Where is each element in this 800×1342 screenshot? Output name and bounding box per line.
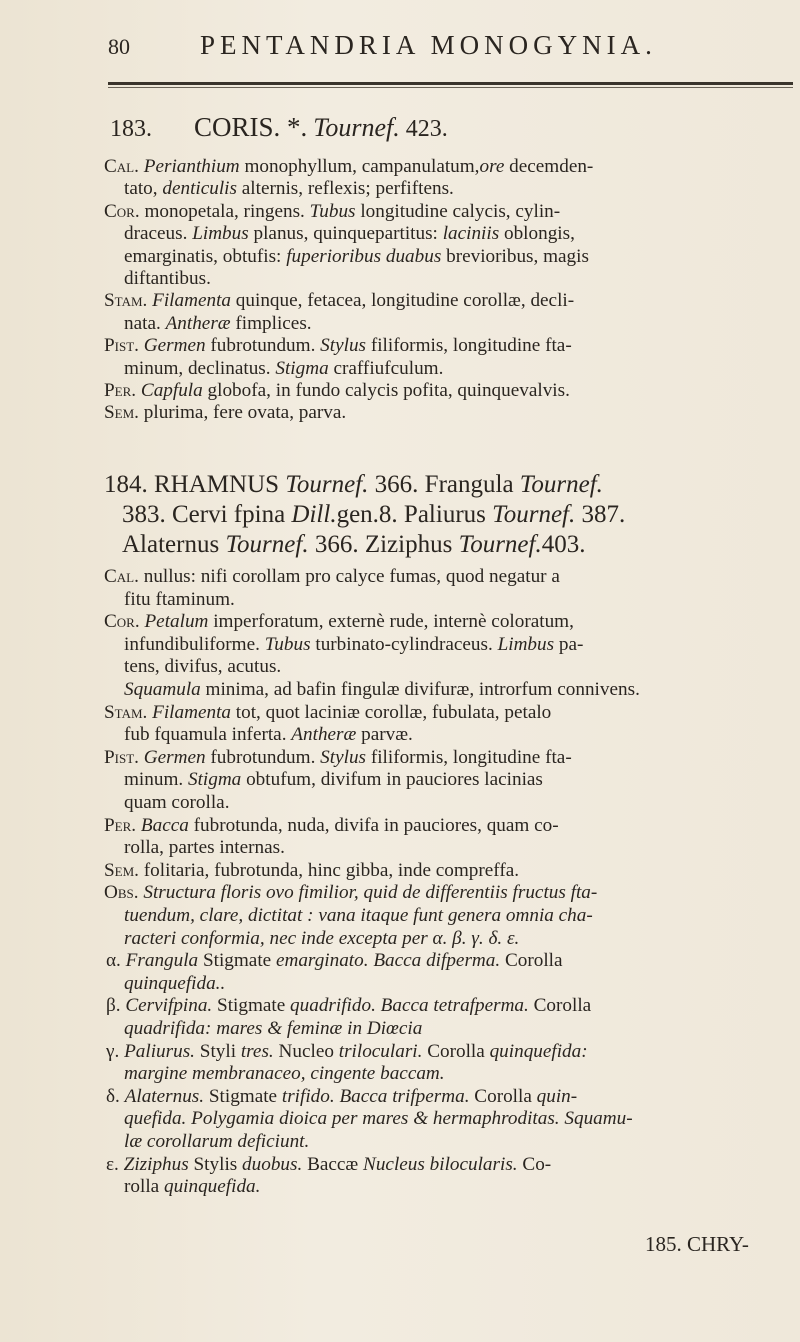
- text-run: Stam.: [104, 290, 148, 312]
- text-run: emarginato.: [275, 950, 369, 972]
- text-line: [124, 837, 285, 859]
- text-run: laciniis: [442, 223, 500, 245]
- text-line: [104, 380, 570, 402]
- heading-run: Tournef.: [285, 471, 369, 498]
- text-run: Cor.: [104, 200, 140, 222]
- text-run: nullus: nifi corollam pro calyce fumas, quod negatur a: [138, 566, 560, 587]
- text-run: Sem.: [104, 859, 139, 881]
- text-run: Tubus: [309, 200, 356, 222]
- text-run: Bacca: [334, 1085, 393, 1107]
- text-line: [124, 905, 593, 927]
- text-run: emarginatis, obtufis:: [124, 245, 287, 267]
- text-run: tuendum, clare, dictitat : vana itaque funt genera omnia cha-: [124, 905, 593, 926]
- running-title: PENTANDRIA MONOGYNIA.: [200, 30, 657, 60]
- text-run: minima, ad bafin fingulæ divifuræ, introrfum connivens.: [200, 679, 640, 700]
- text-run: craffiufculum.: [328, 357, 444, 379]
- heading-run: Tournef.: [458, 531, 542, 558]
- text-run: Corolla: [469, 1085, 537, 1107]
- text-run: Stigmate: [204, 1085, 282, 1107]
- text-run: difperma.: [426, 950, 501, 972]
- text-run: Bacca: [368, 950, 427, 972]
- heading-run: 184. RHAMNUS: [104, 471, 286, 498]
- text-run: Limbus: [192, 223, 249, 245]
- text-run: Germen: [138, 335, 206, 357]
- text-line: [124, 1018, 422, 1040]
- text-run: tot, quot laciniæ corollæ, fubulata, petalo: [231, 701, 552, 723]
- text-run: plurima, fere ovata, parva.: [138, 402, 347, 424]
- text-run: Styli: [194, 1040, 241, 1062]
- text-run: ε.: [106, 1153, 119, 1175]
- text-line: [104, 201, 560, 223]
- text-run: alternis, reflexis; perfiftens.: [236, 178, 454, 200]
- text-run: minum.: [124, 769, 188, 791]
- text-run: δ.: [106, 1085, 120, 1107]
- text-run: Per.: [104, 814, 137, 836]
- text-run: trifperma.: [392, 1085, 470, 1107]
- text-run: Baccæ: [302, 1153, 364, 1175]
- text-run: Cor.: [104, 611, 140, 633]
- catchword: 185. CHRY-: [645, 1232, 749, 1256]
- text-run: Co-: [517, 1153, 552, 1175]
- text-run: quefida. Polygamia dioica per mares & hermaphroditas. Squamu-: [124, 1108, 633, 1130]
- heading-run: Tournef.: [519, 471, 603, 498]
- text-run: fuperioribus duabus: [286, 245, 442, 267]
- text-run: γ.: [106, 1040, 120, 1062]
- text-run: Perianthium: [138, 156, 240, 177]
- text-run: Capfula: [136, 380, 203, 401]
- text-run: Paliurus.: [119, 1040, 195, 1062]
- text-run: fitu ftaminum.: [124, 588, 235, 610]
- heading-run: 403.: [541, 531, 586, 558]
- text-run: oblongis,: [499, 223, 575, 245]
- heading-line: [122, 500, 625, 530]
- text-run: turbinato-cylindraceus.: [310, 633, 498, 655]
- text-run: tetrafperma.: [433, 995, 529, 1017]
- text-line: [124, 634, 583, 656]
- text-run: læ corollarum deficiunt.: [124, 1131, 310, 1152]
- text-run: Corolla: [528, 995, 592, 1017]
- text-run: globofa, in fundo calycis pofita, quinquevalvis.: [202, 380, 570, 401]
- header-rule-thin: [108, 87, 793, 88]
- text-run: Bacca: [136, 814, 189, 836]
- text-line: [106, 950, 563, 972]
- text-line: [106, 1154, 551, 1176]
- text-run: ore: [479, 156, 505, 177]
- text-run: β.: [106, 995, 121, 1017]
- text-run: Bacca: [375, 995, 434, 1017]
- text-run: Filamenta: [147, 290, 231, 312]
- text-line: [124, 223, 575, 245]
- text-run: Stigmate: [198, 950, 276, 972]
- text-line: [124, 679, 640, 701]
- text-run: Alaternus.: [119, 1085, 205, 1107]
- text-run: rolla: [124, 1176, 164, 1198]
- text-line: [124, 589, 235, 611]
- text-run: fimplices.: [230, 312, 312, 334]
- text-line: [124, 358, 443, 380]
- text-line: [104, 156, 593, 178]
- text-run: Antheræ: [165, 312, 231, 334]
- text-run: Cal.: [104, 156, 139, 177]
- text-run: quinquefida:: [489, 1040, 588, 1062]
- text-run: α.: [106, 950, 121, 972]
- text-run: tens, divifus, acutus.: [124, 656, 282, 678]
- text-run: Frangula: [120, 950, 199, 972]
- heading-run: 383. Cervi fpina: [122, 501, 292, 528]
- text-run: Limbus: [497, 633, 555, 655]
- heading-run: 366. Frangula: [368, 471, 520, 498]
- text-run: draceus.: [124, 223, 193, 245]
- text-run: Stigma: [187, 769, 242, 791]
- text-run: Antheræ: [291, 724, 357, 746]
- text-run: fubrotunda, nuda, divifa in pauciores, quam co-: [188, 814, 559, 836]
- text-run: triloculari.: [338, 1040, 423, 1062]
- text-line: [124, 724, 413, 746]
- text-run: nata.: [124, 312, 166, 334]
- heading-run: 387.: [575, 501, 626, 528]
- text-run: filiformis, longitudine fta-: [366, 746, 572, 768]
- text-line: [104, 702, 551, 724]
- header-rule: [108, 82, 793, 85]
- text-run: Ziziphus: [118, 1153, 189, 1175]
- text-run: minum, declinatus.: [124, 357, 276, 379]
- text-run: Tubus: [264, 633, 311, 655]
- text-line: [104, 566, 560, 588]
- text-run: Corolla: [422, 1040, 490, 1062]
- text-line: [104, 882, 597, 904]
- text-run: Stam.: [104, 701, 148, 723]
- text-run: quam corolla.: [124, 792, 230, 813]
- text-line: [124, 1131, 309, 1153]
- text-run: tato,: [124, 178, 163, 200]
- text-run: Sem.: [104, 402, 139, 424]
- text-run: quinquefida.: [163, 1176, 261, 1198]
- page-number: 80: [108, 34, 130, 59]
- genus-name: CORIS. *.: [194, 112, 308, 142]
- text-run: Nucleo: [273, 1040, 339, 1062]
- text-run: Stylus: [320, 746, 367, 768]
- text-line: [104, 815, 559, 837]
- text-run: obtufum, divifum in pauciores lacinias: [241, 769, 543, 791]
- text-run: Stigmate: [212, 995, 291, 1017]
- text-line: [124, 246, 589, 268]
- heading-run: Dill.: [291, 501, 337, 528]
- text-run: brevioribus, magis: [441, 245, 589, 267]
- text-run: Germen: [138, 746, 206, 768]
- text-run: Filamenta: [147, 701, 231, 723]
- text-run: Pist.: [104, 335, 139, 357]
- heading-run: Tournef.: [225, 531, 309, 558]
- text-run: quinque, fetacea, longitudine corollæ, decli-: [231, 290, 575, 312]
- text-run: diftantibus.: [124, 268, 211, 289]
- text-line: [104, 402, 346, 424]
- text-run: racteri conformia, nec inde excepta per α. β. γ. δ. ε.: [124, 927, 520, 949]
- text-line: [124, 178, 454, 200]
- text-line: [106, 995, 591, 1017]
- text-line: [124, 1176, 260, 1198]
- text-run: imperforatum, externè rude, internè coloratum,: [208, 611, 574, 633]
- heading-run: Tournef.: [492, 501, 576, 528]
- text-run: parvæ.: [356, 724, 413, 746]
- heading-run: Alaternus: [122, 531, 226, 558]
- text-line: [124, 313, 312, 335]
- text-line: [104, 335, 572, 357]
- heading-run: 366. Ziziphus: [308, 531, 459, 558]
- text-line: [124, 656, 281, 678]
- text-run: quinquefida..: [124, 972, 226, 994]
- text-run: longitudine calycis, cylin-: [355, 200, 561, 222]
- text-run: Stylus: [320, 335, 367, 357]
- text-run: Nucleus bilocularis.: [363, 1153, 518, 1175]
- text-run: monophyllum, campanulatum,: [239, 156, 480, 177]
- text-run: planus, quinquepartitus:: [248, 223, 443, 245]
- text-line: [124, 1063, 445, 1085]
- text-line: [124, 1108, 633, 1130]
- page-header: [108, 30, 798, 70]
- text-run: Pist.: [104, 746, 139, 768]
- text-line: [106, 1086, 577, 1108]
- text-run: duobus.: [242, 1153, 303, 1175]
- heading-run: gen.8. Paliurus: [336, 501, 493, 528]
- text-run: rolla, partes internas.: [124, 837, 285, 859]
- genus-number: 183.: [110, 116, 152, 142]
- text-run: Obs.: [104, 882, 139, 904]
- text-run: fub fquamula inferta.: [124, 724, 292, 746]
- text-line: [104, 747, 572, 769]
- text-run: tres.: [240, 1040, 274, 1062]
- heading-line: [104, 470, 603, 500]
- text-run: Per.: [104, 380, 137, 401]
- text-run: decemden-: [504, 156, 594, 177]
- genus-183-heading: [110, 112, 448, 143]
- text-line: [124, 268, 211, 290]
- text-run: Cervifpina.: [120, 995, 213, 1017]
- text-run: Structura floris ovo fimilior, quid de differentiis fructus fta-: [138, 882, 598, 904]
- text-run: margine membranaceo, cingente baccam.: [124, 1063, 445, 1085]
- text-run: fubrotundum.: [205, 335, 321, 357]
- text-run: fubrotundum.: [205, 746, 321, 768]
- text-run: denticulis: [162, 178, 237, 200]
- text-line: [124, 928, 519, 950]
- text-line: [124, 769, 543, 791]
- text-line: [124, 973, 225, 995]
- text-run: Petalum: [139, 611, 209, 633]
- text-line: [104, 290, 574, 312]
- heading-line: [122, 530, 585, 560]
- text-run: infundibuliforme.: [124, 633, 265, 655]
- text-run: Squamula: [124, 679, 201, 700]
- text-line: [104, 611, 574, 633]
- text-run: quin-: [536, 1085, 578, 1107]
- text-run: trifido.: [281, 1085, 335, 1107]
- genus-ref: 423.: [405, 116, 448, 142]
- text-line: [124, 792, 230, 814]
- text-run: Corolla: [500, 950, 563, 972]
- text-run: Stylis: [188, 1153, 243, 1175]
- text-run: quadrifido.: [290, 995, 376, 1017]
- text-run: Stigma: [275, 357, 329, 379]
- text-line: [104, 860, 519, 882]
- text-run: quadrifida: mares & feminæ in Diœcia: [124, 1018, 423, 1039]
- text-run: pa-: [554, 633, 584, 655]
- text-run: folitaria, fubrotunda, hinc gibba, inde compreffa.: [138, 859, 520, 881]
- text-run: filiformis, longitudine fta-: [366, 335, 572, 357]
- text-line: [106, 1041, 588, 1063]
- text-run: monopetala, ringens.: [139, 200, 310, 222]
- text-run: Cal.: [104, 566, 139, 587]
- genus-author: Tournef.: [313, 113, 400, 142]
